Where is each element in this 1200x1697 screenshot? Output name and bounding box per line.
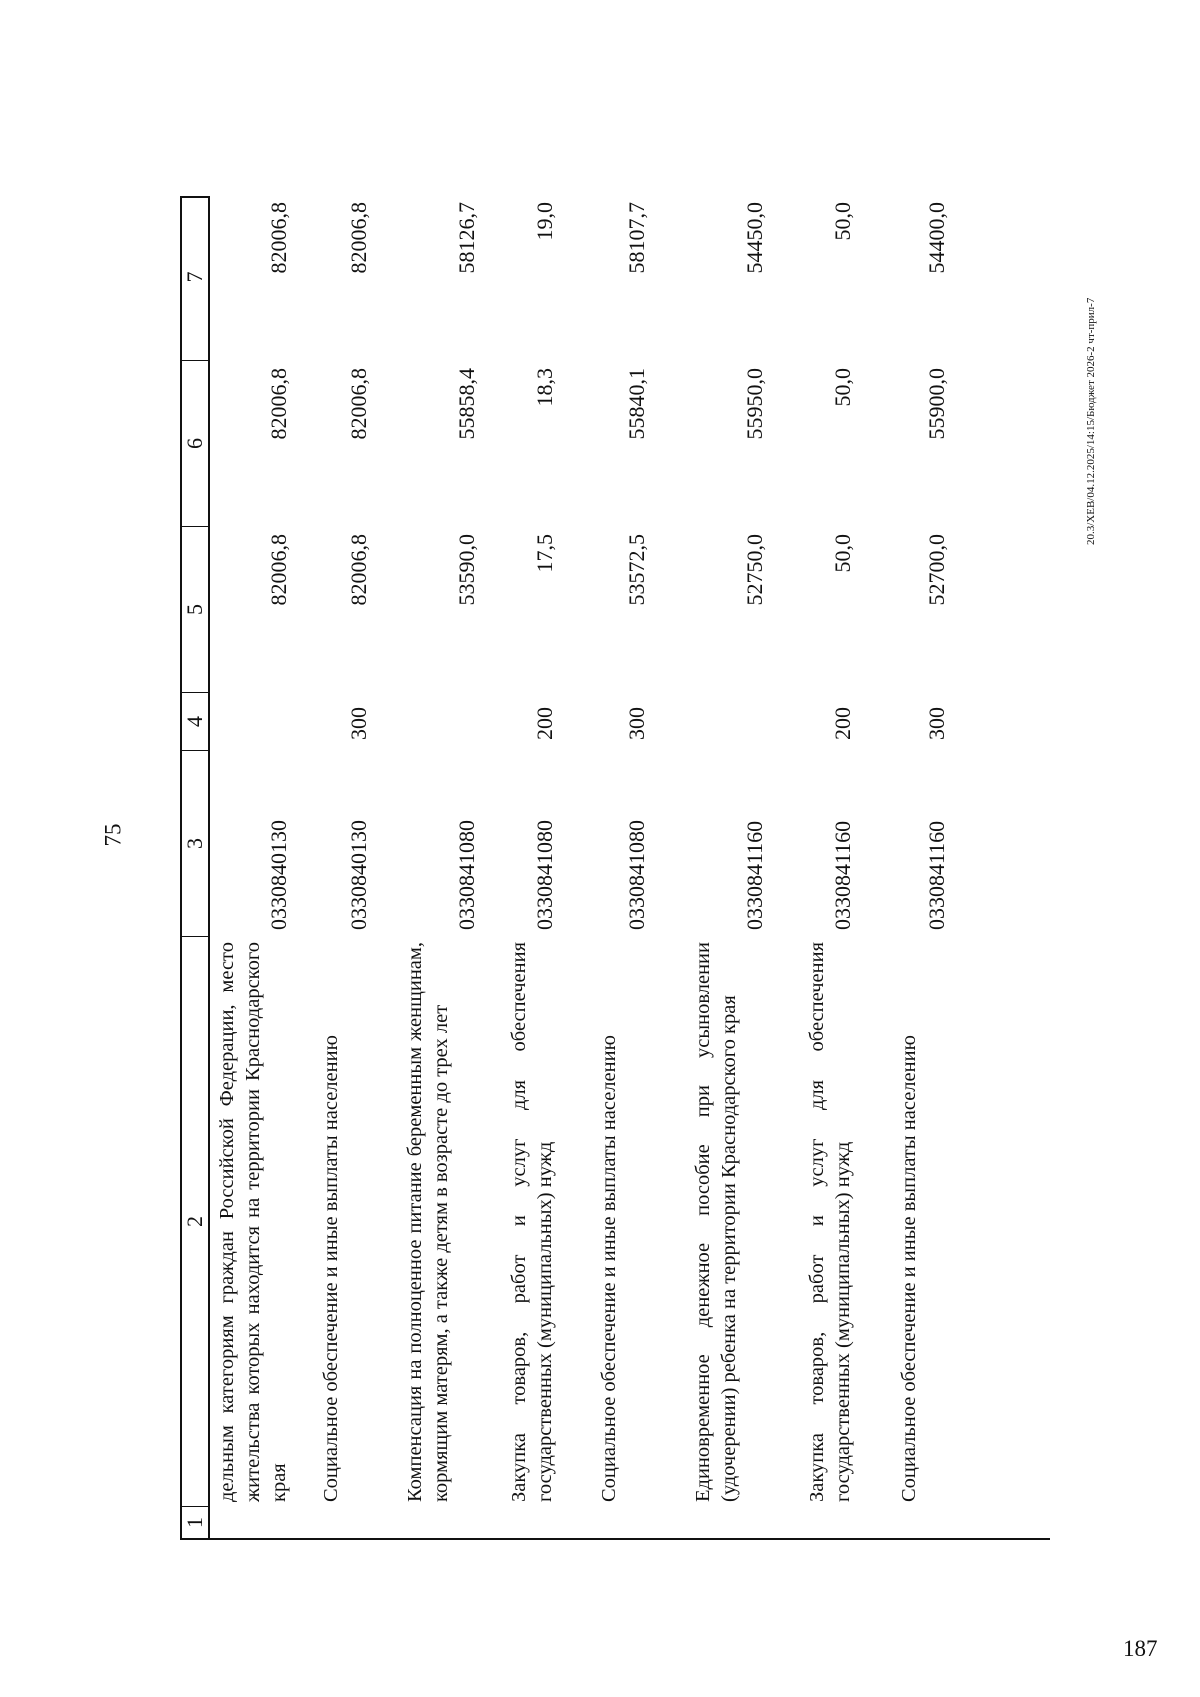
- row-kind: 300: [624, 707, 649, 740]
- budget-table: [180, 196, 1050, 1540]
- row-kind: 300: [346, 707, 371, 740]
- row-value-6: 55900,0: [924, 368, 949, 440]
- row-value-7: 19,0: [532, 202, 557, 241]
- row-code: 0330841160: [742, 820, 767, 930]
- row-value-6: 82006,8: [266, 368, 291, 440]
- row-description: Социальное обеспечение и иные выплаты населению: [320, 1035, 342, 1502]
- row-value-7: 54400,0: [924, 202, 949, 274]
- row-code: 0330841160: [830, 820, 855, 930]
- table-header-row: [180, 196, 210, 1540]
- header-col-1: 1: [182, 1506, 208, 1538]
- row-code: 0330841080: [454, 820, 479, 930]
- row-value-7: 54450,0: [742, 202, 767, 274]
- row-value-5: 53572,5: [624, 534, 649, 606]
- row-description: дельным категориям граждан Российской Федерации, место жительства которых находится на территории Краснодарского края: [216, 942, 290, 1502]
- row-value-5: 82006,8: [266, 534, 291, 606]
- header-col-3: 3: [182, 750, 208, 936]
- row-value-5: 52700,0: [924, 534, 949, 606]
- header-col-5: 5: [182, 526, 208, 692]
- sheet-number: 187: [1123, 1636, 1158, 1661]
- row-value-7: 58126,7: [454, 202, 479, 274]
- row-kind: 200: [532, 707, 557, 740]
- row-value-6: 82006,8: [346, 368, 371, 440]
- row-value-6: 50,0: [830, 368, 855, 407]
- row-value-7: 82006,8: [346, 202, 371, 274]
- row-code: 0330841080: [624, 820, 649, 930]
- row-kind: 200: [830, 707, 855, 740]
- table-row: [506, 196, 596, 1540]
- header-col-4: 4: [182, 692, 208, 750]
- row-code: 0330841160: [924, 820, 949, 930]
- table-row: [896, 196, 990, 1540]
- header-col-2: 2: [182, 936, 208, 1506]
- table-row: [596, 196, 690, 1540]
- row-value-5: 53590,0: [454, 534, 479, 606]
- row-value-7: 82006,8: [266, 202, 291, 274]
- table-row: [214, 196, 318, 1540]
- row-code: 0330840130: [266, 820, 291, 930]
- page-number: 75: [100, 823, 126, 847]
- row-code: 0330840130: [346, 820, 371, 930]
- row-value-5: 50,0: [830, 534, 855, 573]
- header-col-7: 7: [182, 271, 207, 283]
- row-kind: 300: [924, 707, 949, 740]
- row-code: 0330841080: [532, 820, 557, 930]
- row-value-7: 58107,7: [624, 202, 649, 274]
- row-description: Закупка товаров, работ и услуг для обеспечения государственных (муниципальных) нужд: [508, 942, 556, 1502]
- table-row: [804, 196, 896, 1540]
- row-description: Компенсация на полноценное питание беременным женщинам, кормящим матерям, а также детям в возрасте до трех лет: [404, 942, 452, 1502]
- table-grid: [180, 196, 1050, 1540]
- row-description: Закупка товаров, работ и услуг для обеспечения государственных (муниципальных) нужд: [806, 942, 854, 1502]
- row-value-6: 55858,4: [454, 368, 479, 440]
- table-row: [318, 196, 402, 1540]
- row-value-7: 50,0: [830, 202, 855, 241]
- row-description: Социальное обеспечение и иные выплаты населению: [898, 1035, 920, 1502]
- row-description: Социальное обеспечение и иные выплаты населению: [598, 1035, 620, 1502]
- row-value-6: 55840,1: [624, 368, 649, 440]
- row-value-6: 55950,0: [742, 368, 767, 440]
- row-value-5: 52750,0: [742, 534, 767, 606]
- footer-code: 20.3/ХЕВ/04.12.2025/14:15/Бюджет 2026-2 чт-прил-7: [1085, 297, 1097, 545]
- row-description: Единовременное денежное пособие при усыновлении (удочерении) ребенка на территории Краснодарского края: [692, 942, 740, 1502]
- table-row: [402, 196, 506, 1540]
- row-value-5: 17,5: [532, 534, 557, 573]
- header-col-6: 6: [182, 360, 208, 526]
- row-value-5: 82006,8: [346, 534, 371, 606]
- row-value-6: 18,3: [532, 368, 557, 407]
- table-row: [690, 196, 804, 1540]
